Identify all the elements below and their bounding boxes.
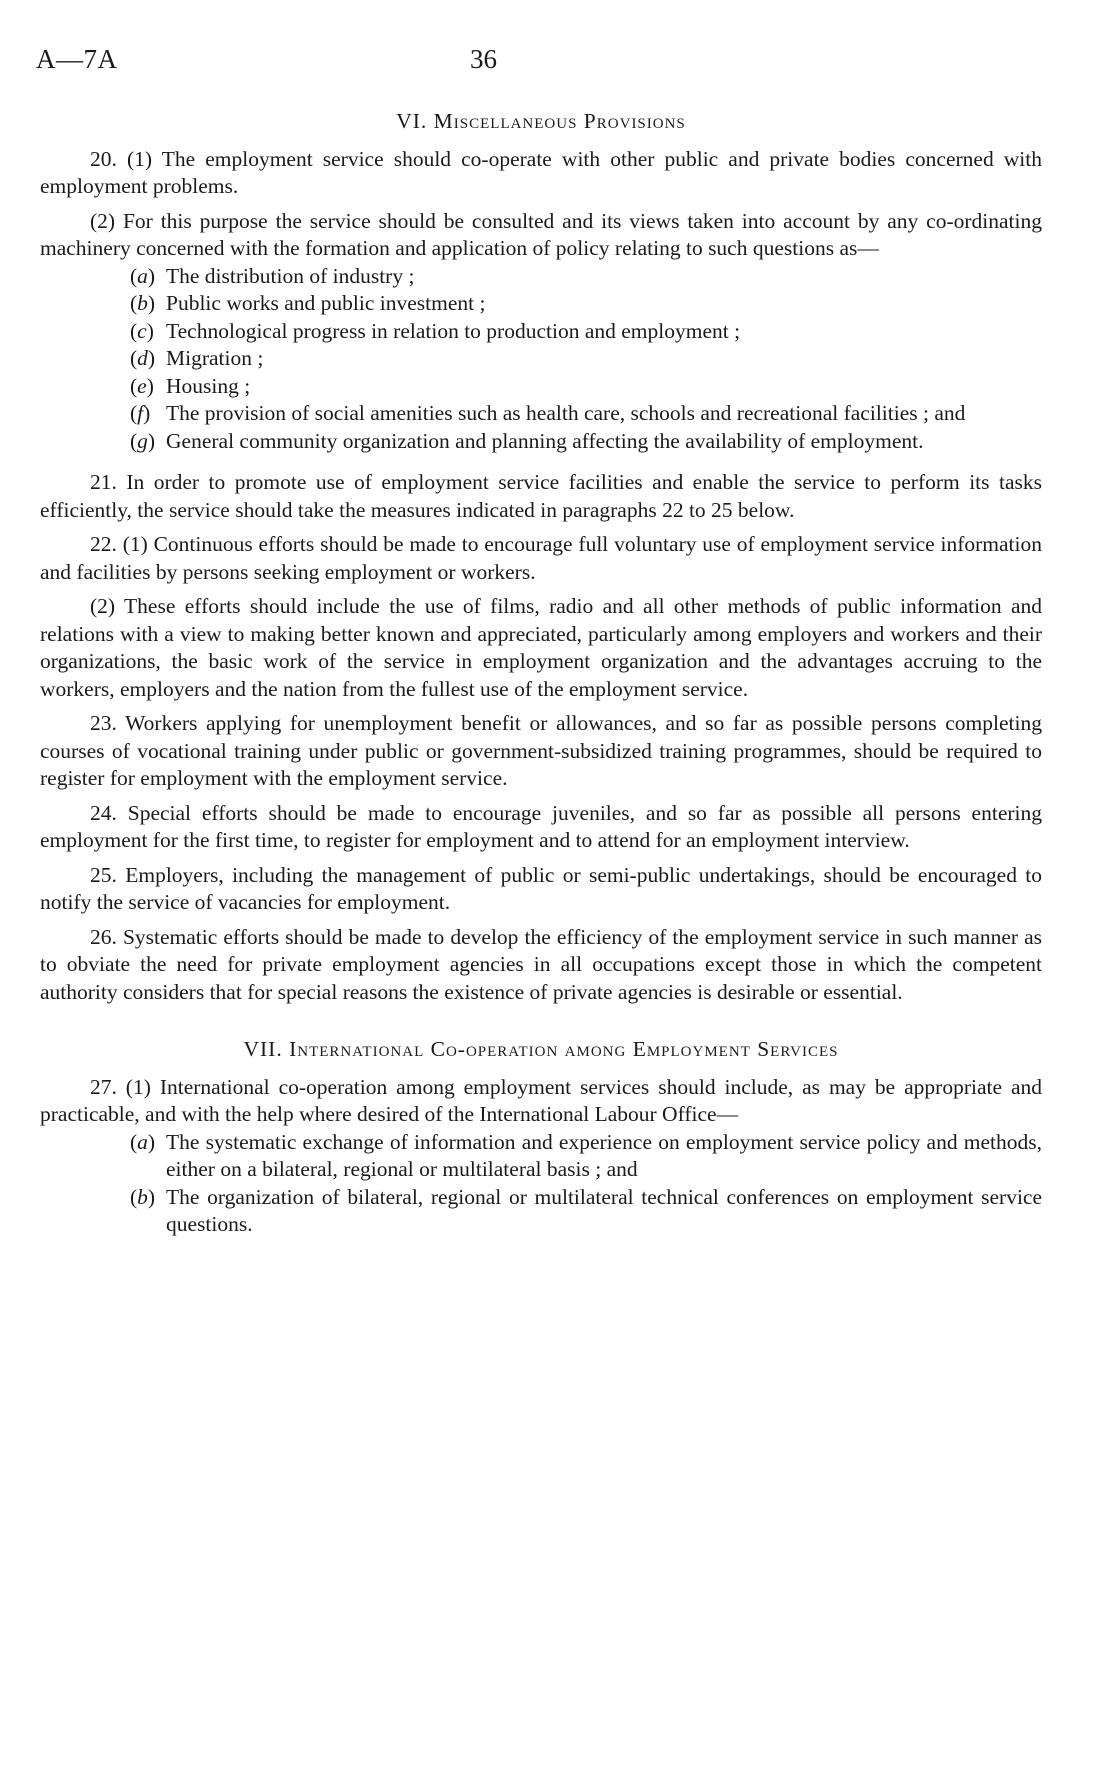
list-item-label: (e) bbox=[130, 373, 154, 398]
paragraph-27-1: 27. (1) International co-operation among employment services should include, as may be appropriate and practicable, and with the help where desired of the International Labour Office— bbox=[40, 1074, 1042, 1126]
list-item-label: (b) bbox=[130, 1184, 156, 1209]
list-item-label: (f) bbox=[130, 401, 151, 425]
list-item-text: The organization of bilateral, regional or multilateral technical conferences on employment service questions. bbox=[166, 1184, 1042, 1236]
cooperation-list bbox=[40, 1129, 1042, 1239]
list-item bbox=[40, 428, 1042, 456]
paragraph-26: 26. Systematic efforts should be made to develop the efficiency of the employment service in such manner as to obviate the need for private employment agencies in all occupations except those in which the competent authority considers that for special reasons the existence of private agencies is desirable or essential. bbox=[40, 924, 1042, 1004]
list-item bbox=[40, 1129, 1042, 1184]
list-item bbox=[40, 1184, 1042, 1239]
list-item-text: General community organization and planning affecting the availability of employment. bbox=[166, 428, 924, 453]
section-title-vii: VII. International Co-operation among Employment Services bbox=[243, 1037, 839, 1061]
list-item-text: The distribution of industry ; bbox=[166, 263, 415, 288]
list-item bbox=[40, 263, 1042, 291]
list-item-text: Technological progress in relation to production and employment ; bbox=[166, 318, 741, 343]
page-number: 36 bbox=[470, 44, 497, 74]
list-item-label: (a) bbox=[130, 1129, 156, 1154]
section-title-vi: VI. Miscellaneous Provisions bbox=[396, 109, 686, 133]
paragraph-24: 24. Special efforts should be made to encourage juveniles, and so far as possible all persons entering employment for the first time, to register for employment and to attend for an employment interview. bbox=[40, 800, 1042, 852]
list-item bbox=[40, 373, 1042, 401]
list-item-label: (a) bbox=[130, 263, 156, 288]
list-item-label: (b) bbox=[130, 291, 156, 315]
paragraph-22-1: 22. (1) Continuous efforts should be made to encourage full voluntary use of employment service information and facilities by persons seeking employment or workers. bbox=[40, 532, 1042, 584]
list-item-text: The provision of social amenities such as health care, schools and recreational facilities ; and bbox=[166, 401, 966, 425]
list-item-text: Public works and public investment ; bbox=[166, 291, 486, 315]
list-item-label: (d) bbox=[130, 346, 156, 370]
page-content bbox=[40, 108, 1042, 1239]
list-item bbox=[40, 290, 1042, 318]
paragraph-20-2: (2) For this purpose the service should be consulted and its views taken into account by any co-ordinating machinery concerned with the formation and application of policy relating to such questions as— bbox=[40, 208, 1042, 260]
policy-questions-list bbox=[40, 263, 1042, 456]
paragraph-25: 25. Employers, including the management of public or semi-public undertakings, should be encouraged to notify the service of vacancies for employment. bbox=[40, 862, 1042, 914]
paragraph-22-2: (2) These efforts should include the use of films, radio and all other methods of public information and relations with a view to making better known and appreciated, particularly among employers and workers and their organizations, the basic work of the service in employment organization and the advantages accruing to the workers, employers and the nation from the fullest use of the employment service. bbox=[40, 594, 1042, 701]
list-item-text: Housing ; bbox=[166, 373, 251, 398]
list-item bbox=[40, 345, 1042, 373]
document-code: A—7A bbox=[36, 44, 118, 74]
paragraph-21: 21. In order to promote use of employment service facilities and enable the service to perform its tasks efficiently, the service should take the measures indicated in paragraphs 22 to 25 below. bbox=[40, 470, 1042, 522]
list-item-text: The systematic exchange of information and experience on employment service policy and methods, either on a bilateral, regional or multilateral basis ; and bbox=[166, 1129, 1042, 1181]
list-item-text: Migration ; bbox=[166, 346, 264, 370]
paragraph-20-1: 20. (1) The employment service should co-operate with other public and private bodies concerned with employment problems. bbox=[40, 146, 1042, 198]
list-item-label: (g) bbox=[130, 428, 156, 453]
list-item bbox=[40, 400, 1042, 428]
paragraph-23: 23. Workers applying for unemployment benefit or allowances, and so far as possible persons completing courses of vocational training under public or government-subsidized training programmes, should be required to register for employment with the employment service. bbox=[40, 711, 1042, 790]
list-item-label: (c) bbox=[130, 318, 154, 343]
list-item bbox=[40, 318, 1042, 346]
